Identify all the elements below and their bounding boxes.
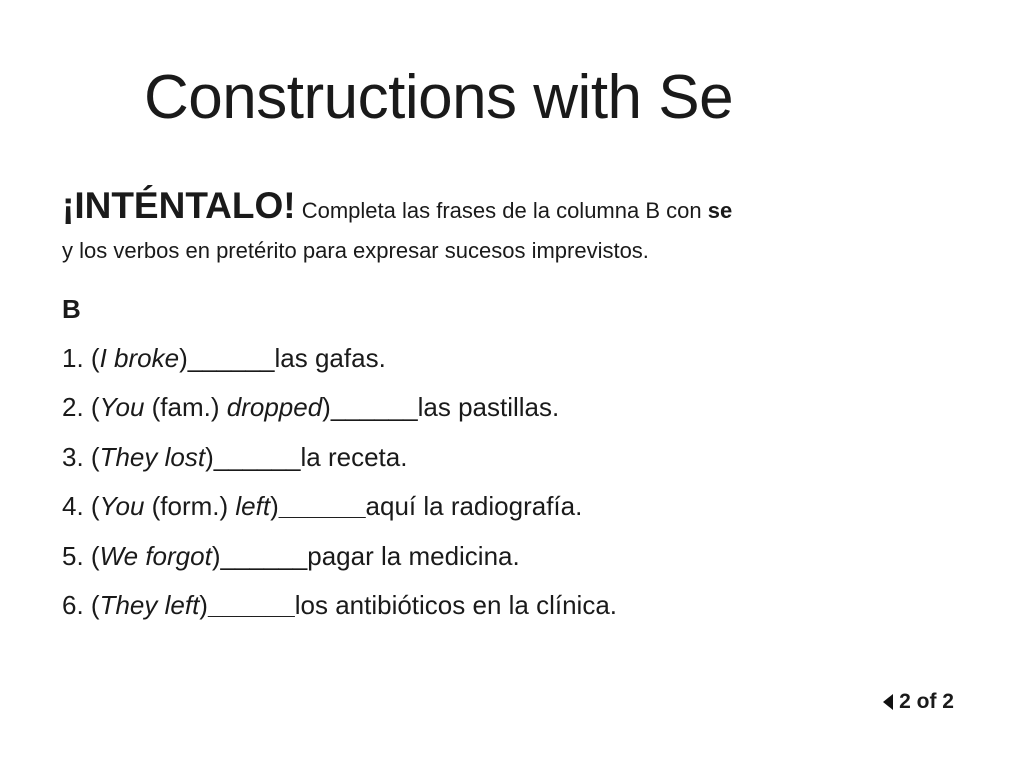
exercise-item-3 bbox=[62, 437, 617, 486]
item-rest: los antibióticos en la clínica. bbox=[294, 589, 618, 620]
instructions-text-part1: Completa las frases de la columna B con bbox=[295, 198, 708, 223]
item-number: 4. ( bbox=[62, 491, 100, 522]
triangle-left-icon[interactable] bbox=[883, 694, 893, 710]
item-middle: (fam.) bbox=[144, 392, 227, 423]
item-blank: ______ bbox=[278, 491, 366, 522]
exercise-list bbox=[62, 338, 617, 634]
item-number: 1. ( bbox=[62, 343, 100, 373]
instructions-line-1 bbox=[62, 186, 962, 234]
item-subject: You bbox=[99, 491, 145, 522]
intentalo-heading: ¡INTÉNTALO! bbox=[62, 185, 296, 226]
item-middle: (form.) bbox=[144, 491, 236, 522]
item-close: ) bbox=[199, 589, 208, 620]
exercise-item-2 bbox=[62, 387, 617, 436]
exercise-item-5 bbox=[62, 536, 617, 585]
item-rest: las gafas. bbox=[274, 343, 386, 373]
item-blank: ______ bbox=[220, 540, 308, 571]
item-blank: ______ bbox=[330, 392, 418, 423]
item-close: ) bbox=[179, 343, 188, 373]
item-number: 3. ( bbox=[62, 441, 100, 472]
item-blank: ______ bbox=[187, 343, 275, 373]
item-blank: ______ bbox=[207, 589, 295, 620]
pager-label: 2 of 2 bbox=[899, 690, 954, 713]
slide-title: Constructions with Se bbox=[144, 63, 734, 132]
exercise-item-1 bbox=[62, 338, 617, 387]
item-close: ) bbox=[205, 441, 214, 472]
item-subject: We forgot bbox=[99, 540, 212, 571]
item-verb: dropped bbox=[226, 392, 323, 423]
instructions bbox=[62, 186, 962, 264]
item-close: ) bbox=[211, 540, 221, 571]
item-blank: ______ bbox=[213, 441, 301, 472]
exercise-item-6 bbox=[62, 585, 617, 634]
item-subject: You bbox=[99, 392, 145, 423]
item-verb: left bbox=[235, 491, 271, 522]
slide-pager bbox=[883, 690, 954, 714]
instructions-line-2: y los verbos en pretérito para expresar sucesos imprevistos. bbox=[62, 238, 649, 263]
item-number: 5. ( bbox=[62, 540, 100, 571]
item-subject: I broke bbox=[99, 343, 180, 373]
item-close: ) bbox=[322, 392, 331, 423]
item-subject: They left bbox=[99, 589, 200, 620]
item-rest: las pastillas. bbox=[417, 392, 560, 423]
item-number: 6. ( bbox=[62, 589, 100, 620]
instructions-text-se: se bbox=[707, 198, 733, 223]
item-rest: la receta. bbox=[300, 441, 408, 472]
column-label: B bbox=[62, 294, 81, 324]
item-rest: pagar la medicina. bbox=[307, 540, 520, 571]
item-close: ) bbox=[270, 491, 279, 522]
item-number: 2. ( bbox=[62, 392, 100, 423]
exercise-item-4 bbox=[62, 486, 617, 535]
item-subject: They lost bbox=[99, 441, 206, 472]
item-rest: aquí la radiografía. bbox=[365, 491, 583, 522]
